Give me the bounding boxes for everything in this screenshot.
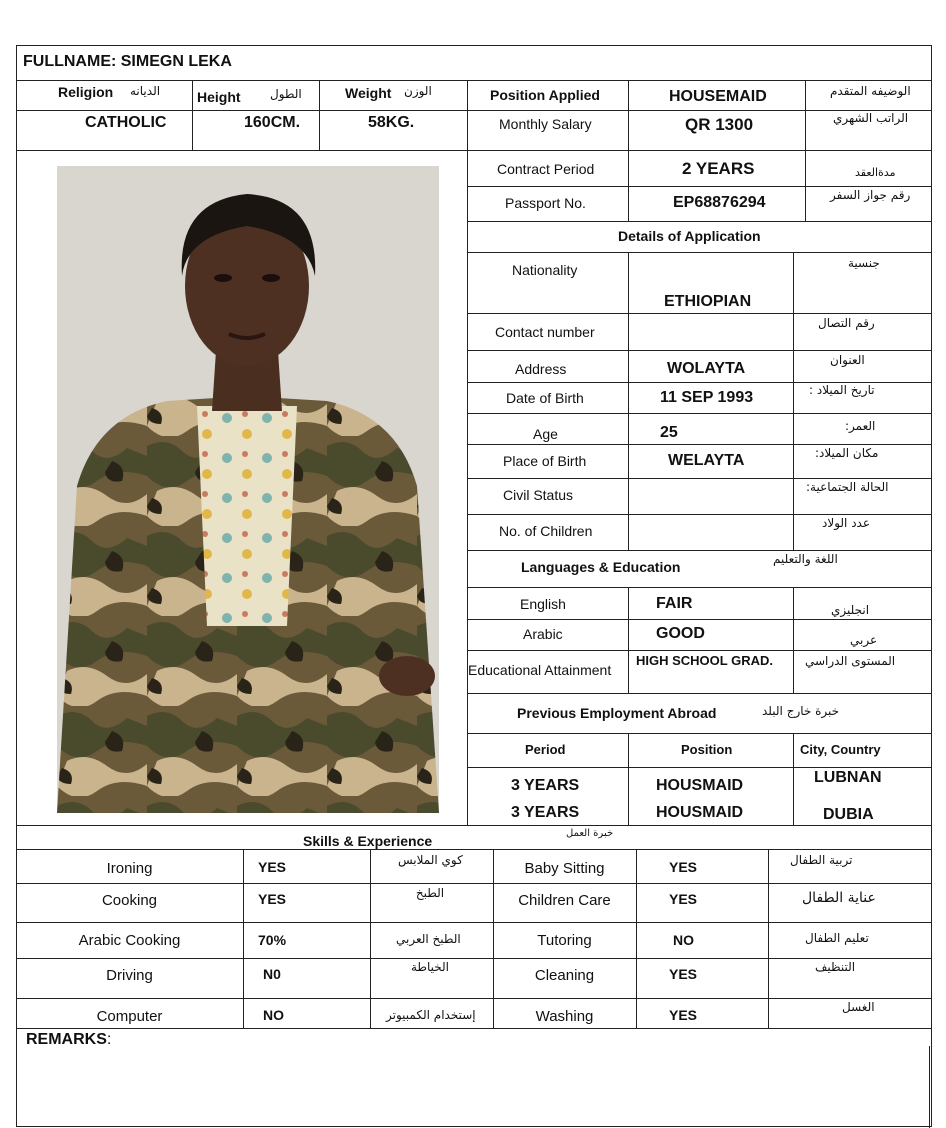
skill-value: YES xyxy=(258,859,287,875)
nationality-value: ETHIOPIAN xyxy=(664,293,752,310)
contact-label: Contact number xyxy=(495,324,595,340)
languages-heading-ar: اللغة والتعليم xyxy=(773,552,838,566)
rule xyxy=(467,619,932,620)
rule xyxy=(467,767,932,768)
skill-label-ar: الخياطة xyxy=(411,960,449,974)
employment-heading: Previous Employment Abroad xyxy=(517,705,717,721)
skills-heading: Skills & Experience xyxy=(303,833,433,849)
rule xyxy=(467,221,932,222)
rule xyxy=(467,733,932,734)
rule xyxy=(467,150,932,151)
dob-label-ar: تاريخ الميلاد : xyxy=(809,383,875,397)
rule xyxy=(467,350,932,351)
rule xyxy=(628,252,629,550)
height-label-ar: الطول xyxy=(270,87,302,101)
skill-label: Children Care xyxy=(518,892,611,909)
rule xyxy=(192,80,193,150)
skill-label: Computer xyxy=(96,1008,163,1025)
employment-position-2: HOUSMAID xyxy=(656,804,744,821)
rule xyxy=(467,550,932,551)
arabic-value: GOOD xyxy=(656,625,705,642)
rule xyxy=(467,186,932,187)
applicant-photo xyxy=(57,166,439,813)
height-value: 160CM. xyxy=(244,114,301,131)
nationality-label-ar: جنسية xyxy=(848,256,880,270)
religion-label: Religion xyxy=(58,84,114,100)
rule xyxy=(243,849,244,1028)
religion-value: CATHOLIC xyxy=(85,114,167,131)
height-label: Height xyxy=(197,89,241,105)
employment-period-2: 3 YEARS xyxy=(511,804,580,821)
rule xyxy=(16,922,932,923)
col-city-country: City, Country xyxy=(800,742,881,757)
pob-value: WELAYTA xyxy=(668,452,745,469)
employment-city-2: DUBIA xyxy=(823,806,874,823)
pob-label-ar: مكان الميلاد: xyxy=(815,446,879,460)
rule xyxy=(467,413,932,414)
contract-period-value: 2 YEARS xyxy=(682,159,755,178)
skill-value: YES xyxy=(669,859,698,875)
skill-label: Cleaning xyxy=(534,967,595,984)
rule xyxy=(319,80,320,150)
skill-value: N0 xyxy=(263,966,281,982)
skills-heading-ar: خبرة العمل xyxy=(566,828,614,839)
english-label-ar: انجليزي xyxy=(831,603,870,617)
english-value: FAIR xyxy=(656,595,693,612)
nationality-label: Nationality xyxy=(512,262,578,278)
position-applied-label: Position Applied xyxy=(490,87,600,103)
col-period: Period xyxy=(525,742,566,757)
pob-label: Place of Birth xyxy=(503,453,587,469)
monthly-salary-label: Monthly Salary xyxy=(499,116,592,132)
remarks-label: REMARKS: xyxy=(26,1031,112,1048)
address-label-ar: العنوان xyxy=(830,353,865,367)
contact-label-ar: رقم التصال xyxy=(818,316,875,330)
rule xyxy=(793,587,794,693)
civil-status-label-ar: الحالة الجتماعية: xyxy=(806,480,889,494)
skill-label: Tutoring xyxy=(537,932,592,949)
rule xyxy=(467,252,932,253)
skill-value: NO xyxy=(673,932,694,948)
rule xyxy=(467,444,932,445)
skill-label-ar: عناية الطفال xyxy=(802,890,876,906)
rule xyxy=(16,1126,932,1127)
rule xyxy=(768,849,769,1028)
skill-label: Cooking xyxy=(101,892,158,909)
rule xyxy=(793,733,794,825)
details-heading: Details of Application xyxy=(618,228,761,244)
monthly-salary-label-ar: الراتب الشهري xyxy=(833,111,909,125)
rule xyxy=(16,150,468,151)
skill-label-ar: الغسل xyxy=(842,1000,875,1014)
skill-value: YES xyxy=(669,891,698,907)
rule xyxy=(16,80,932,81)
rule xyxy=(467,313,932,314)
employment-period-1: 3 YEARS xyxy=(511,777,580,794)
contract-period-label-ar: مدةالعقد xyxy=(855,166,896,179)
skill-value: NO xyxy=(263,1007,284,1023)
age-value: 25 xyxy=(660,424,678,441)
arabic-label-ar: عربي xyxy=(850,633,878,647)
fullname-line: FULLNAME: SIMEGN LEKA xyxy=(23,53,232,70)
age-label: Age xyxy=(533,426,558,442)
skill-label-ar: الطبخ xyxy=(415,886,445,900)
english-label: English xyxy=(520,596,566,612)
contract-period-label: Contract Period xyxy=(497,161,595,177)
languages-heading: Languages & Education xyxy=(521,559,681,575)
rule xyxy=(16,825,932,826)
skill-label: Driving xyxy=(106,967,153,984)
rule xyxy=(467,514,932,515)
rule xyxy=(16,849,932,850)
rule xyxy=(467,587,932,588)
rule xyxy=(467,693,932,694)
weight-label: Weight xyxy=(345,85,392,101)
skill-label-ar: تعليم الطفال xyxy=(805,931,869,945)
rule xyxy=(636,849,637,1028)
rule xyxy=(467,80,468,825)
col-position: Position xyxy=(681,742,733,757)
rule xyxy=(16,958,932,959)
religion-label-ar: الديانه xyxy=(130,84,161,98)
skill-value: YES xyxy=(669,1007,698,1023)
children-label: No. of Children xyxy=(499,523,593,539)
education-value: HIGH SCHOOL GRAD. xyxy=(636,653,773,668)
skill-label: Ironing xyxy=(106,860,153,877)
arabic-label: Arabic xyxy=(523,626,563,642)
dob-label: Date of Birth xyxy=(506,390,584,406)
rule xyxy=(16,883,932,884)
rule xyxy=(793,252,794,550)
position-applied-value: HOUSEMAID xyxy=(669,88,767,105)
education-label: Educational Attainment xyxy=(468,662,612,678)
children-label-ar: عدد الولاد xyxy=(822,516,870,530)
position-applied-label-ar: الوضيفه المتقدم xyxy=(830,84,911,98)
dob-value: 11 SEP 1993 xyxy=(660,389,754,406)
rule xyxy=(16,998,932,999)
rule xyxy=(467,650,932,651)
skill-value: 70% xyxy=(258,932,287,948)
skill-label-ar: كوي الملابس xyxy=(398,853,463,867)
skill-label: Baby Sitting xyxy=(524,860,605,877)
employment-city-1: LUBNAN xyxy=(814,769,882,786)
education-label-ar: المستوى الدراسي xyxy=(805,654,896,668)
skill-value: YES xyxy=(669,966,698,982)
employment-heading-ar: خبرة خارج البلد xyxy=(762,704,840,718)
skill-label-ar: تربية الطفال xyxy=(790,853,853,867)
rule xyxy=(929,1046,930,1128)
civil-status-label: Civil Status xyxy=(503,487,574,503)
skill-label: Arabic Cooking xyxy=(78,932,181,949)
skill-value: YES xyxy=(258,891,287,907)
skill-label-ar: إستخدام الكمبيوتر xyxy=(386,1008,476,1022)
address-value: WOLAYTA xyxy=(667,360,746,377)
passport-label: Passport No. xyxy=(505,195,586,211)
passport-value: EP68876294 xyxy=(673,194,766,211)
age-label-ar: العمر: xyxy=(845,419,876,433)
weight-label-ar: الوزن xyxy=(404,84,432,98)
employment-position-1: HOUSMAID xyxy=(656,777,744,794)
address-label: Address xyxy=(515,361,567,377)
rule xyxy=(628,587,629,693)
passport-label-ar: رقم جواز السفر xyxy=(830,188,911,202)
rule xyxy=(628,733,629,825)
skill-label-ar: التنظيف xyxy=(815,960,856,974)
weight-value: 58KG. xyxy=(368,114,415,131)
rule xyxy=(467,478,932,479)
monthly-salary-value: QR 1300 xyxy=(685,115,754,134)
rule xyxy=(16,1028,932,1029)
rule xyxy=(370,849,371,1028)
rule xyxy=(16,110,932,111)
skill-label-ar: الطبخ العربي xyxy=(396,932,461,946)
skill-label: Washing xyxy=(535,1008,594,1025)
